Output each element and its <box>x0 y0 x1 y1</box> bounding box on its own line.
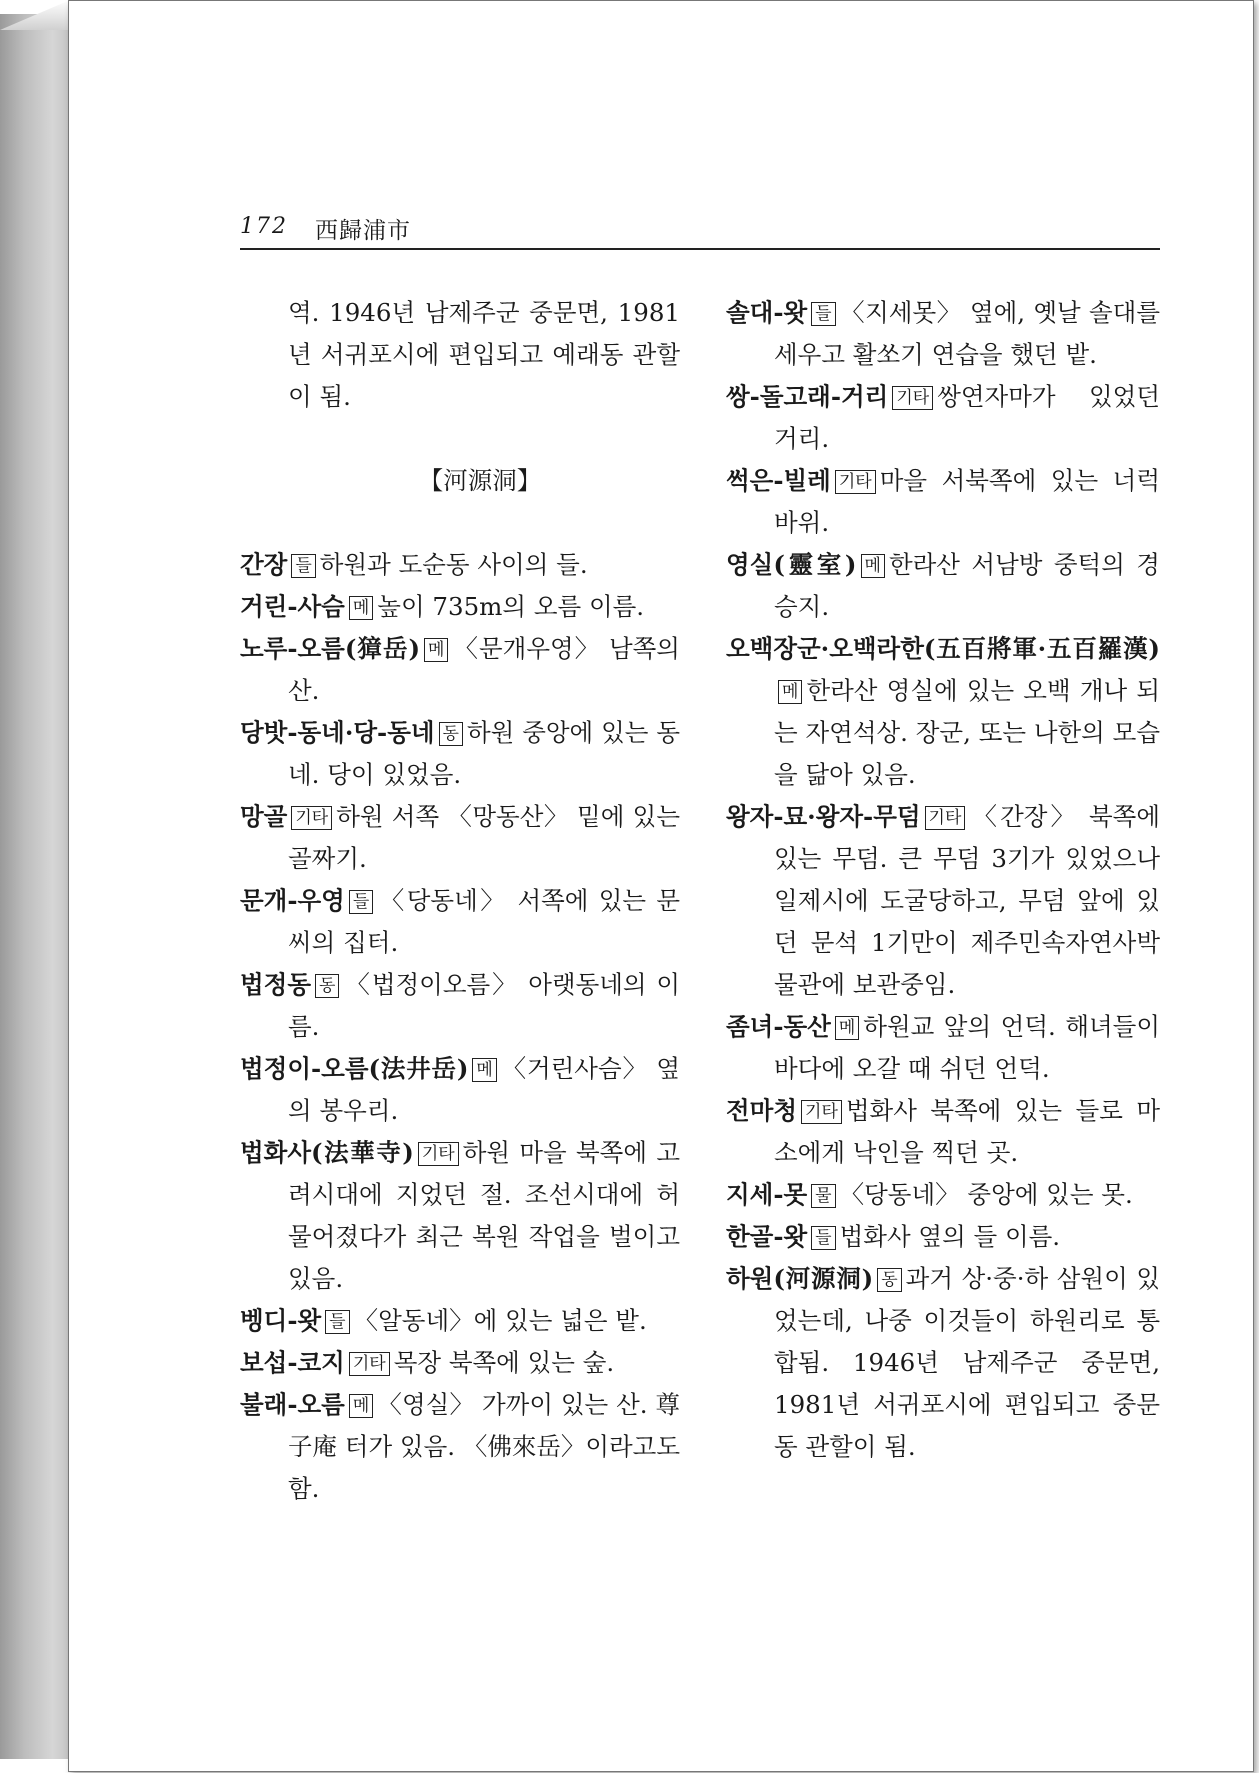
right-column <box>726 292 1160 1468</box>
dictionary-entry <box>726 292 1160 376</box>
dictionary-entry <box>726 376 1160 460</box>
left-entry-list <box>240 544 680 1510</box>
entry-term: 간장 <box>240 550 288 579</box>
dictionary-entry <box>726 1006 1160 1090</box>
entry-category-tag: 들 <box>349 890 373 914</box>
entry-term: 노루-오름(獐岳) <box>240 634 421 663</box>
entry-category-tag: 들 <box>811 302 835 326</box>
entry-term: 좀녀-동산 <box>726 1012 831 1041</box>
book-spine <box>0 14 70 1759</box>
entry-term: 솔대-왓 <box>726 298 808 327</box>
entry-description: 하원 서쪽 〈망동산〉 밑에 있는 골짜기. <box>288 802 680 873</box>
entry-term: 하원(河源洞) <box>726 1264 874 1293</box>
entry-category-tag: 기타 <box>925 806 966 830</box>
entry-category-tag: 기타 <box>892 386 933 410</box>
right-entry-list <box>726 292 1160 1468</box>
entry-description: 하원 중앙에 있는 동네. 당이 있었음. <box>288 718 680 789</box>
dictionary-entry <box>726 1174 1160 1216</box>
book-title: 西歸浦市 <box>315 218 411 244</box>
dictionary-entry <box>240 712 680 796</box>
dictionary-entry <box>240 1048 680 1132</box>
dictionary-entry <box>240 1384 680 1510</box>
entry-term: 법화사(法華寺) <box>240 1138 414 1167</box>
entry-description: 한라산 영실에 있는 오백 개나 되는 자연석상. 장군, 또는 나한의 모습을 닮아 있음. <box>774 676 1160 789</box>
dictionary-entry <box>726 628 1160 796</box>
entry-category-tag: 들 <box>291 554 315 578</box>
dictionary-entry <box>240 586 680 628</box>
entry-category-tag: 기타 <box>349 1352 390 1376</box>
entry-description: 〈당동네〉 중앙에 있는 못. <box>839 1180 1133 1209</box>
entry-category-tag: 메 <box>472 1058 496 1082</box>
entry-description: 하원 마을 북쪽에 고려시대에 지었던 절. 조선시대에 허물어졌다가 최근 복원 작업을 벌이고 있음. <box>288 1138 680 1293</box>
entry-description: 과거 상·중·하 삼원이 있었는데, 나중 이것들이 하원리로 통합됨. 1946년 남제주군 중문면, 1981년 서귀포시에 편입되고 중문동 관할이 됨. <box>774 1264 1160 1461</box>
entry-term: 영실(靈室) <box>726 550 857 579</box>
dictionary-entry <box>726 796 1160 1006</box>
continuation-text: 역. 1946년 남제주군 중문면, 1981년 서귀포시에 편입되고 예래동 관할이 됨. <box>288 298 680 411</box>
section-title: 【河源洞】 <box>418 466 542 495</box>
entry-term: 쌍-돌고래-거리 <box>726 382 889 411</box>
entry-category-tag: 들 <box>811 1226 835 1250</box>
entry-category-tag: 메 <box>349 596 373 620</box>
entry-description: 〈당동네〉 서쪽에 있는 문씨의 집터. <box>288 886 680 957</box>
dictionary-entry <box>240 628 680 712</box>
entry-category-tag: 메 <box>424 638 448 662</box>
entry-category-tag: 들 <box>325 1310 349 1334</box>
dictionary-entry <box>240 880 680 964</box>
page-number: 172 <box>240 214 288 239</box>
entry-category-tag: 물 <box>811 1184 835 1208</box>
entry-description: 하원교 앞의 언덕. 해녀들이 바다에 오갈 때 쉬던 언덕. <box>774 1012 1160 1083</box>
dictionary-entry <box>240 1342 680 1384</box>
entry-description: 〈간장〉 북쪽에 있는 무덤. 큰 무덤 3기가 있었으나 일제시에 도굴당하고, 무덤 앞에 있던 문석 1기만이 제주민속자연사박물관에 보관중임. <box>774 802 1160 999</box>
entry-description: 〈거린사슴〉 옆의 봉우리. <box>288 1054 681 1125</box>
entry-category-tag: 동 <box>315 974 339 998</box>
entry-description: 쌍연자마가 있었던 거리. <box>774 382 1160 453</box>
dictionary-entry <box>240 964 680 1048</box>
entry-description: 법화사 북쪽에 있는 들로 마소에게 낙인을 찍던 곳. <box>774 1096 1160 1167</box>
entry-term: 지세-못 <box>726 1180 808 1209</box>
entry-description: 높이 735m의 오름 이름. <box>377 592 645 621</box>
entry-term: 문개-우영 <box>240 886 345 915</box>
entry-term: 망골 <box>240 802 288 831</box>
entry-term: 전마청 <box>726 1096 798 1125</box>
entry-term: 거린-사슴 <box>240 592 345 621</box>
entry-term: 한골-왓 <box>726 1222 808 1251</box>
entry-description: 마을 서북쪽에 있는 너럭바위. <box>774 466 1160 537</box>
left-column <box>240 292 680 1510</box>
dictionary-entry <box>726 1090 1160 1174</box>
entry-term: 오백장군·오백라한(五百將軍·五百羅漢) <box>726 634 1160 663</box>
entry-category-tag: 동 <box>439 722 463 746</box>
entry-description: 〈영실〉 가까이 있는 산. 尊子庵 터가 있음. 〈佛來岳〉이라고도 함. <box>288 1390 680 1503</box>
page-header <box>240 214 1160 250</box>
dictionary-entry <box>240 1300 680 1342</box>
entry-category-tag: 메 <box>349 1394 373 1418</box>
dictionary-entry <box>240 1132 680 1300</box>
entry-term: 당밧-동네·당-동네 <box>240 718 435 747</box>
entry-category-tag: 기타 <box>291 806 332 830</box>
entry-term: 왕자-묘·왕자-무덤 <box>726 802 921 831</box>
entry-term: 법정이-오름(法井岳) <box>240 1054 469 1083</box>
entry-category-tag: 메 <box>778 680 802 704</box>
entry-category-tag: 기타 <box>835 470 876 494</box>
entry-description: 목장 북쪽에 있는 숲. <box>393 1348 615 1377</box>
entry-category-tag: 메 <box>861 554 885 578</box>
dictionary-entry <box>240 796 680 880</box>
entry-description: 〈법정이오름〉 아랫동네의 이름. <box>288 970 680 1041</box>
entry-category-tag: 메 <box>835 1016 859 1040</box>
dictionary-entry <box>240 544 680 586</box>
entry-term: 법정동 <box>240 970 312 999</box>
entry-description: 〈문개우영〉 남쪽의 산. <box>288 634 680 705</box>
entry-term: 보섭-코지 <box>240 1348 345 1377</box>
entry-description: 법화사 옆의 들 이름. <box>839 1222 1061 1251</box>
entry-category-tag: 동 <box>877 1268 901 1292</box>
entry-description: 〈알동네〉에 있는 넓은 밭. <box>353 1306 647 1335</box>
entry-term: 썩은-빌레 <box>726 466 831 495</box>
dictionary-entry <box>726 1258 1160 1468</box>
dictionary-entry <box>726 460 1160 544</box>
entry-description: 〈지세못〉 옆에, 옛날 솔대를 세우고 활쏘기 연습을 했던 밭. <box>774 298 1160 369</box>
entry-description: 하원과 도순동 사이의 들. <box>319 550 588 579</box>
dictionary-entry <box>726 544 1160 628</box>
entry-term: 벵디-왓 <box>240 1306 322 1335</box>
entry-category-tag: 기타 <box>418 1142 459 1166</box>
entry-description: 한라산 서남방 중턱의 경승지. <box>774 550 1160 621</box>
entry-term: 불래-오름 <box>240 1390 345 1419</box>
entry-category-tag: 기타 <box>801 1100 842 1124</box>
dictionary-entry <box>726 1216 1160 1258</box>
